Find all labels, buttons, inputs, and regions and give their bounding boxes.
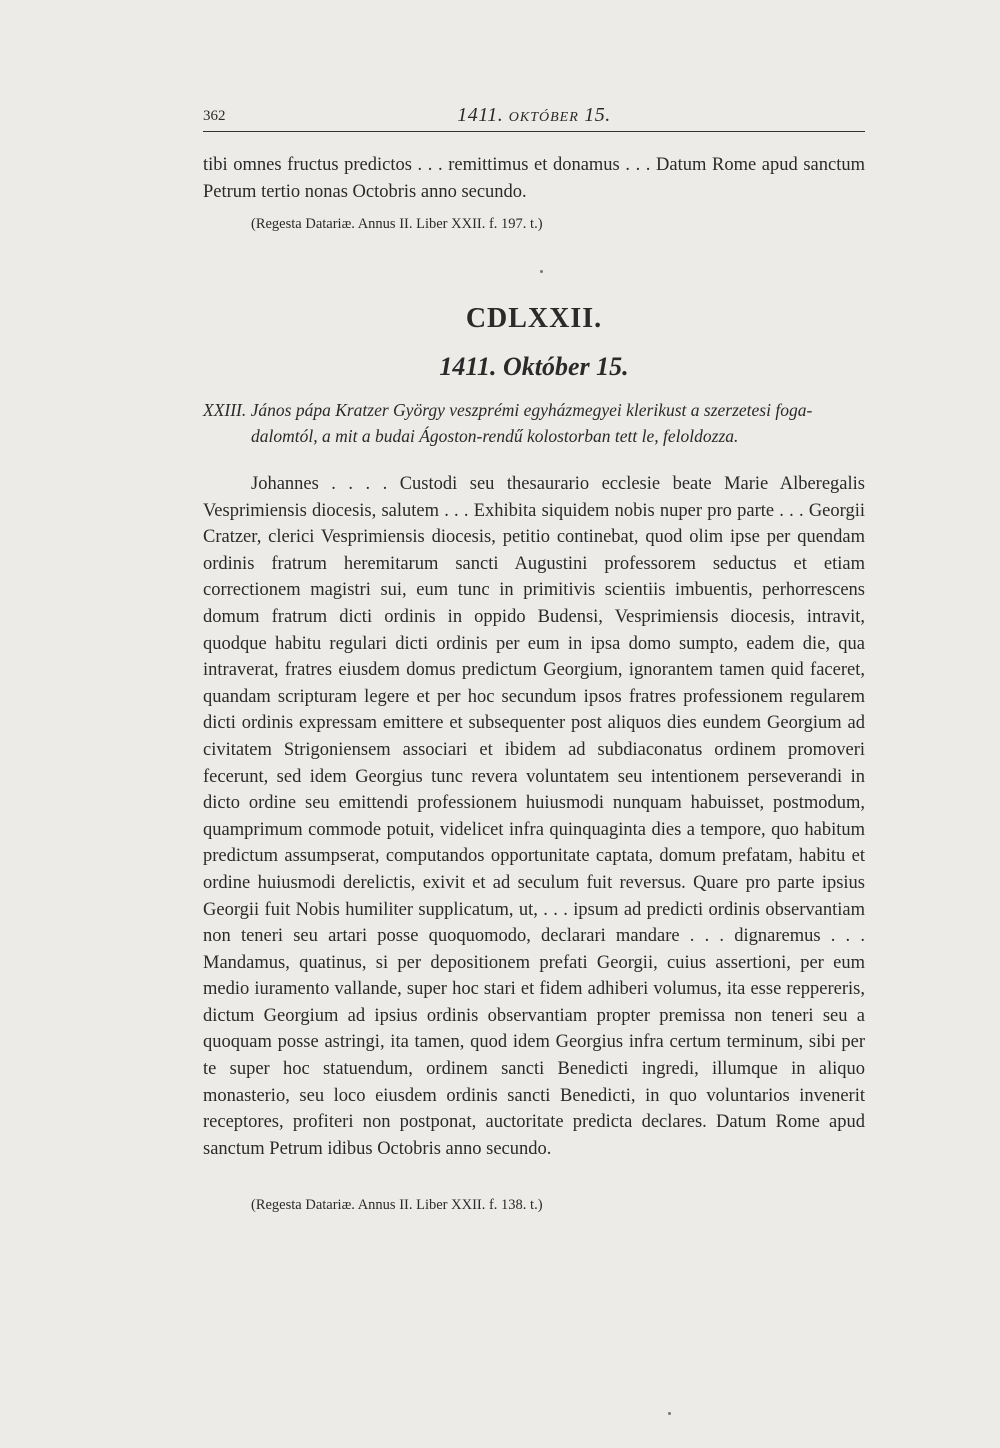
page-header	[203, 104, 865, 134]
running-head-month: OKTÓBER	[508, 110, 579, 125]
continuation-source: (Regesta Datariæ. Annus II. Liber XXII. f. 197. t.)	[251, 216, 543, 232]
charter-body: Johannes . . . . Custodi seu thesaurario ecclesie beate Marie Alberegalis Vesprimiensis diocesis, salutem . . . Exhibita siquidem nobis nuper pro parte . . . Georgii Cratzer, clerici Vesprimiensis diocesis, petitio continebat, quod olim ipse per quendam ordinis fratrum heremitarum sancti Augustini professorem seductus et etiam correctionem magistri sui, eum tunc in primitivis scientiis imbuentis, perhorrescens domum fratrum dicti ordinis in oppido Budensi, Vesprimiensis diocesis, intravit, quodque habitu regulari dicti ordinis per eum in ipsa domo sumpto, eadem die, qua intraverat, fratres eiusdem domus predictum Georgium, ignorantem tamen quid faceret, quandam scripturam legere et per hoc secundum ipsos fratres professionem regularem dicti ordinis expressam emittere et subsequenter post aliquos dies eundem Georgium ad civitatem Strigoniensem associari et ibidem ad subdiaconatus ordinem promoveri fecerunt, sed idem Georgius tunc revera voluntatem seu intentionem perseverandi in dicto ordine seu emittendi professionem huiusmodi nunquam habuisset, postmodum, quamprimum commode potuit, videlicet infra quinquaginta dies a tempore, quo habitum predictum assumpserat, computandos opportunitate captata, domum prefatam, habitu et ordine huiusmodi derelictis, exivit et ad seculum fuit reversus. Quare pro parte ipsius Georgii fuit Nobis humiliter supplicatum, ut, . . . ipsum ad predicti ordinis observantiam non teneri seu artari posse quoquomodo, declarari mandare . . . dignaremus . . . Mandamus, quatinus, si per depositionem prefati Georgii, cuius assertioni, per eum medio iuramento vallande, super hoc stari et fidem adhiberi volumus, ita esse reppereris, dictum Georgium ad ipsius ordinis observantiam propter premissa non teneri seu a quoquam posse astringi, ita tamen, quod idem Georgius infra certum terminum, sibi per te super hoc statuendum, ordinem sancti Benedicti ingredi, illumque in aliquo monasterio, seu loco eiusdem ordinis sancti Benedicti, in quo voluntarios invenerit receptores, profiteri non postponat, auctoritate predicta declares. Datum Rome apud sanctum Petrum idibus Octobris anno secundo.	[203, 474, 865, 1159]
continuation-text: tibi omnes fructus predictos . . . remittimus et donamus . . . Datum Rome apud sanctum Petrum tertio nonas Octobris anno secundo.	[203, 155, 865, 202]
charter-regest	[203, 397, 865, 449]
header-rule	[203, 131, 865, 132]
page-number: 362	[203, 108, 226, 124]
running-head	[203, 104, 865, 127]
charter-source: (Regesta Datariæ. Annus II. Liber XXII. f. 138. t.)	[251, 1197, 543, 1213]
running-head-year: 1411.	[457, 104, 504, 126]
charter-number: CDLXXII.	[465, 303, 603, 334]
charter-date: 1411. Október 15.	[439, 352, 629, 381]
page-speck	[540, 270, 543, 273]
page-speck	[668, 1412, 671, 1415]
regest-line-2: dalomtól, a mit a budai Ágoston-rendű kolostorban tett le, feloldozza.	[251, 426, 739, 446]
regest-line-1: XXIII. János pápa Kratzer György veszprémi egyházmegyei klerikust a szerzetesi foga-	[203, 400, 813, 420]
running-head-day: 15.	[584, 104, 611, 126]
